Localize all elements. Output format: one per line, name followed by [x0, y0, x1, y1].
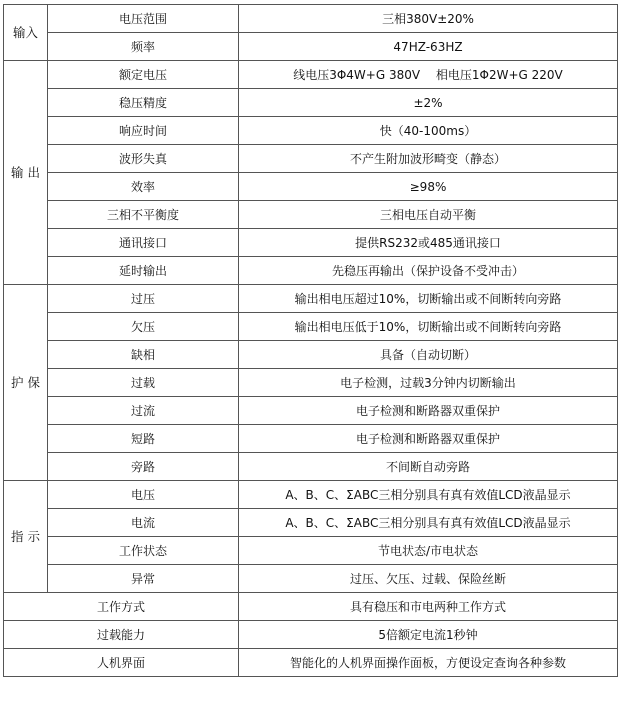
value-cell: 快（40-100ms）: [239, 117, 618, 145]
value-cell: 不产生附加波形畸变（静态）: [239, 145, 618, 173]
value-cell: 电子检测和断路器双重保护: [239, 425, 618, 453]
param-cell: 响应时间: [48, 117, 239, 145]
table-row: [4, 481, 618, 509]
value-cell: 提供RS232或485通讯接口: [239, 229, 618, 257]
value-cell: 不间断自动旁路: [239, 453, 618, 481]
table-row: [4, 117, 618, 145]
param-cell: 异常: [48, 565, 239, 593]
table-row: [4, 453, 618, 481]
value-cell: 节电状态/市电状态: [239, 537, 618, 565]
table-row: [4, 229, 618, 257]
table-row: [4, 509, 618, 537]
param-cell: 通讯接口: [48, 229, 239, 257]
value-cell: 电子检测，过载3分钟内切断输出: [239, 369, 618, 397]
value-cell: 输出相电压超过10%，切断输出或不间断转向旁路: [239, 285, 618, 313]
param-cell: 额定电压: [48, 61, 239, 89]
value-cell: ≥98%: [239, 173, 618, 201]
table-row: [4, 369, 618, 397]
param-cell: 电流: [48, 509, 239, 537]
value-cell: 输出相电压低于10%，切断输出或不间断转向旁路: [239, 313, 618, 341]
table-row: [4, 313, 618, 341]
param-cell: 人机界面: [4, 649, 239, 677]
table-row: [4, 173, 618, 201]
param-cell: 稳压精度: [48, 89, 239, 117]
param-cell: 波形失真: [48, 145, 239, 173]
table-row: [4, 285, 618, 313]
group-label: 指 示: [4, 481, 48, 593]
value-cell: 三相380V±20%: [239, 5, 618, 33]
table-row: [4, 341, 618, 369]
value-cell: 具有稳压和市电两种工作方式: [239, 593, 618, 621]
spec-table-body: [4, 5, 618, 677]
param-cell: 过压: [48, 285, 239, 313]
table-row: [4, 61, 618, 89]
param-cell: 短路: [48, 425, 239, 453]
table-row: [4, 257, 618, 285]
value-cell: 47HZ-63HZ: [239, 33, 618, 61]
value-cell: ±2%: [239, 89, 618, 117]
table-row: [4, 145, 618, 173]
value-cell: 智能化的人机界面操作面板，方便设定查询各种参数: [239, 649, 618, 677]
param-cell: 工作方式: [4, 593, 239, 621]
table-row: [4, 397, 618, 425]
value-cell: 过压、欠压、过载、保险丝断: [239, 565, 618, 593]
table-row: [4, 89, 618, 117]
param-cell: 电压范围: [48, 5, 239, 33]
param-cell: 过载能力: [4, 621, 239, 649]
table-row: [4, 201, 618, 229]
param-cell: 三相不平衡度: [48, 201, 239, 229]
table-row: [4, 425, 618, 453]
table-row: [4, 593, 618, 621]
table-row: [4, 537, 618, 565]
group-label: 护 保: [4, 285, 48, 481]
table-row: [4, 565, 618, 593]
param-cell: 欠压: [48, 313, 239, 341]
param-cell: 频率: [48, 33, 239, 61]
param-cell: 效率: [48, 173, 239, 201]
value-cell: 线电压3Φ4W+G 380V 相电压1Φ2W+G 220V: [239, 61, 618, 89]
param-cell: 旁路: [48, 453, 239, 481]
table-row: [4, 649, 618, 677]
param-cell: 缺相: [48, 341, 239, 369]
value-cell: 5倍额定电流1秒钟: [239, 621, 618, 649]
param-cell: 过流: [48, 397, 239, 425]
param-cell: 工作状态: [48, 537, 239, 565]
value-cell: A、B、C、ΣABC三相分别具有真有效值LCD液晶显示: [239, 509, 618, 537]
spec-table: [3, 4, 618, 677]
table-row: [4, 33, 618, 61]
group-label: 输入: [4, 5, 48, 61]
table-row: [4, 5, 618, 33]
param-cell: 延时输出: [48, 257, 239, 285]
value-cell: 电子检测和断路器双重保护: [239, 397, 618, 425]
param-cell: 过载: [48, 369, 239, 397]
param-cell: 电压: [48, 481, 239, 509]
table-row: [4, 621, 618, 649]
value-cell: 三相电压自动平衡: [239, 201, 618, 229]
value-cell: 具备（自动切断）: [239, 341, 618, 369]
value-cell: A、B、C、ΣABC三相分别具有真有效值LCD液晶显示: [239, 481, 618, 509]
group-label: 输 出: [4, 61, 48, 285]
value-cell: 先稳压再输出（保护设备不受冲击）: [239, 257, 618, 285]
